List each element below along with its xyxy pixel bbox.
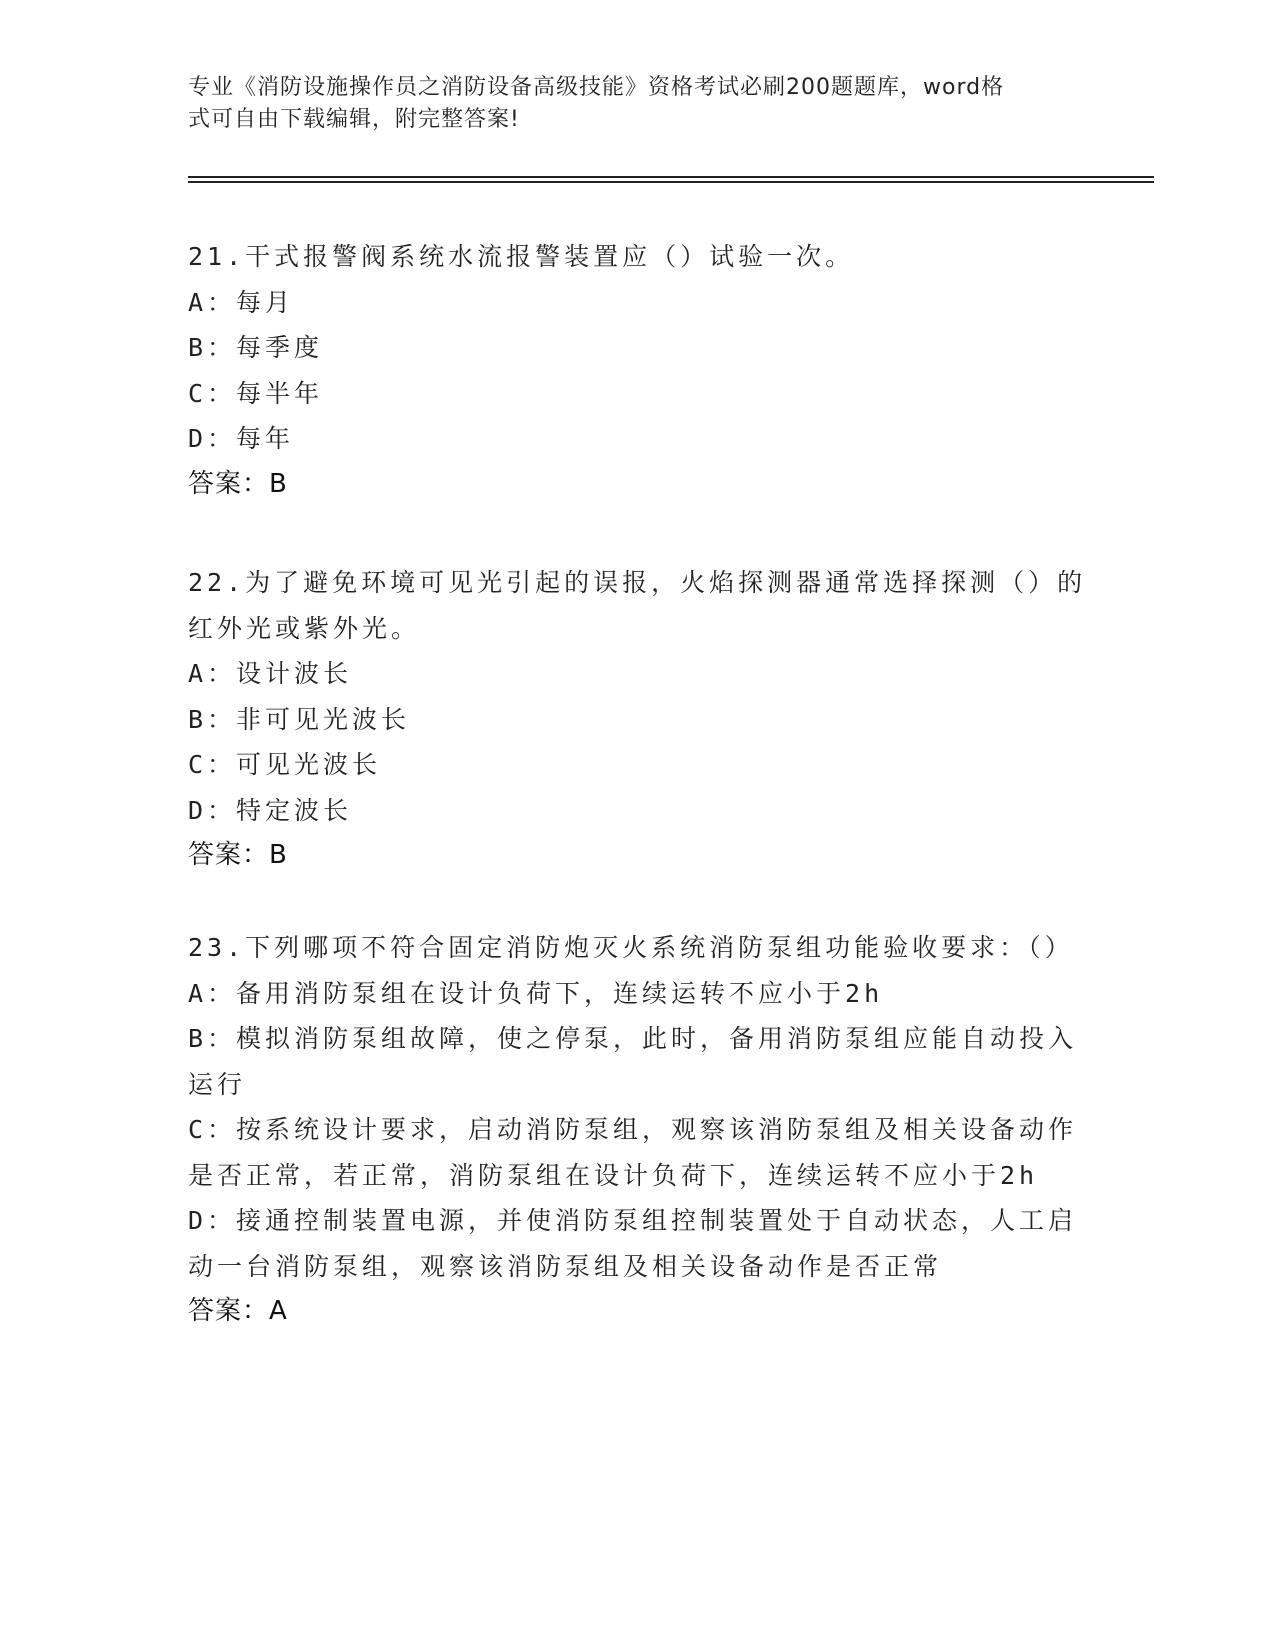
- document-header: [188, 72, 1068, 136]
- header-line-1: 专业《消防设施操作员之消防设备高级技能》资格考试必刷200题题库，word格: [188, 75, 1005, 100]
- option-c: C：可见光波长: [188, 750, 382, 779]
- option-c: C：每半年: [188, 378, 324, 408]
- option-a: A：每月: [188, 287, 295, 317]
- answer: 答案：B: [188, 840, 288, 870]
- header-line-2: 式可自由下载编辑，附完整答案!: [188, 107, 520, 132]
- option-a: A：备用消防泵组在设计负荷下，连续运转不应小于2h: [188, 978, 884, 1008]
- option-a: A：设计波长: [188, 659, 353, 688]
- answer: 答案：B: [188, 468, 288, 499]
- option-b: B：模拟消防泵组故障，使之停泵，此时，备用消防泵组应能自动投入: [188, 1024, 1078, 1053]
- option-b: B：非可见光波长: [188, 704, 411, 734]
- option-c-continuation: 是否正常，若正常，消防泵组在设计负荷下，连续运转不应小于2h: [188, 1160, 1039, 1190]
- option-b-continuation: 运行: [188, 1069, 247, 1099]
- question-stem-line: 红外光或紫外光。: [188, 613, 421, 643]
- question-22: [188, 560, 1088, 879]
- option-b: B：每季度: [188, 333, 324, 362]
- option-d: D：每年: [188, 424, 295, 453]
- question-23: [188, 925, 1088, 1335]
- option-c: C：按系统设计要求，启动消防泵组，观察该消防泵组及相关设备动作: [188, 1115, 1078, 1144]
- question-stem-line: 22.为了避免环境可见光引起的误报，火焰探测器通常选择探测（）的: [188, 568, 1087, 597]
- option-d-continuation: 动一台消防泵组，观察该消防泵组及相关设备动作是否正常: [188, 1251, 943, 1281]
- option-d: D：特定波长: [188, 795, 353, 825]
- header-divider-bottom: [188, 181, 1154, 183]
- question-stem-line: 21.干式报警阀系统水流报警装置应（）试验一次。: [188, 242, 855, 271]
- answer: 答案：A: [188, 1296, 288, 1326]
- option-d: D：接通控制装置电源，并使消防泵组控制装置处于自动状态，人工启: [188, 1206, 1078, 1235]
- question-21: [188, 234, 1088, 507]
- header-divider-top: [188, 176, 1154, 178]
- question-stem-line: 23.下列哪项不符合固定消防炮灭火系统消防泵组功能验收要求：（）: [188, 933, 1074, 962]
